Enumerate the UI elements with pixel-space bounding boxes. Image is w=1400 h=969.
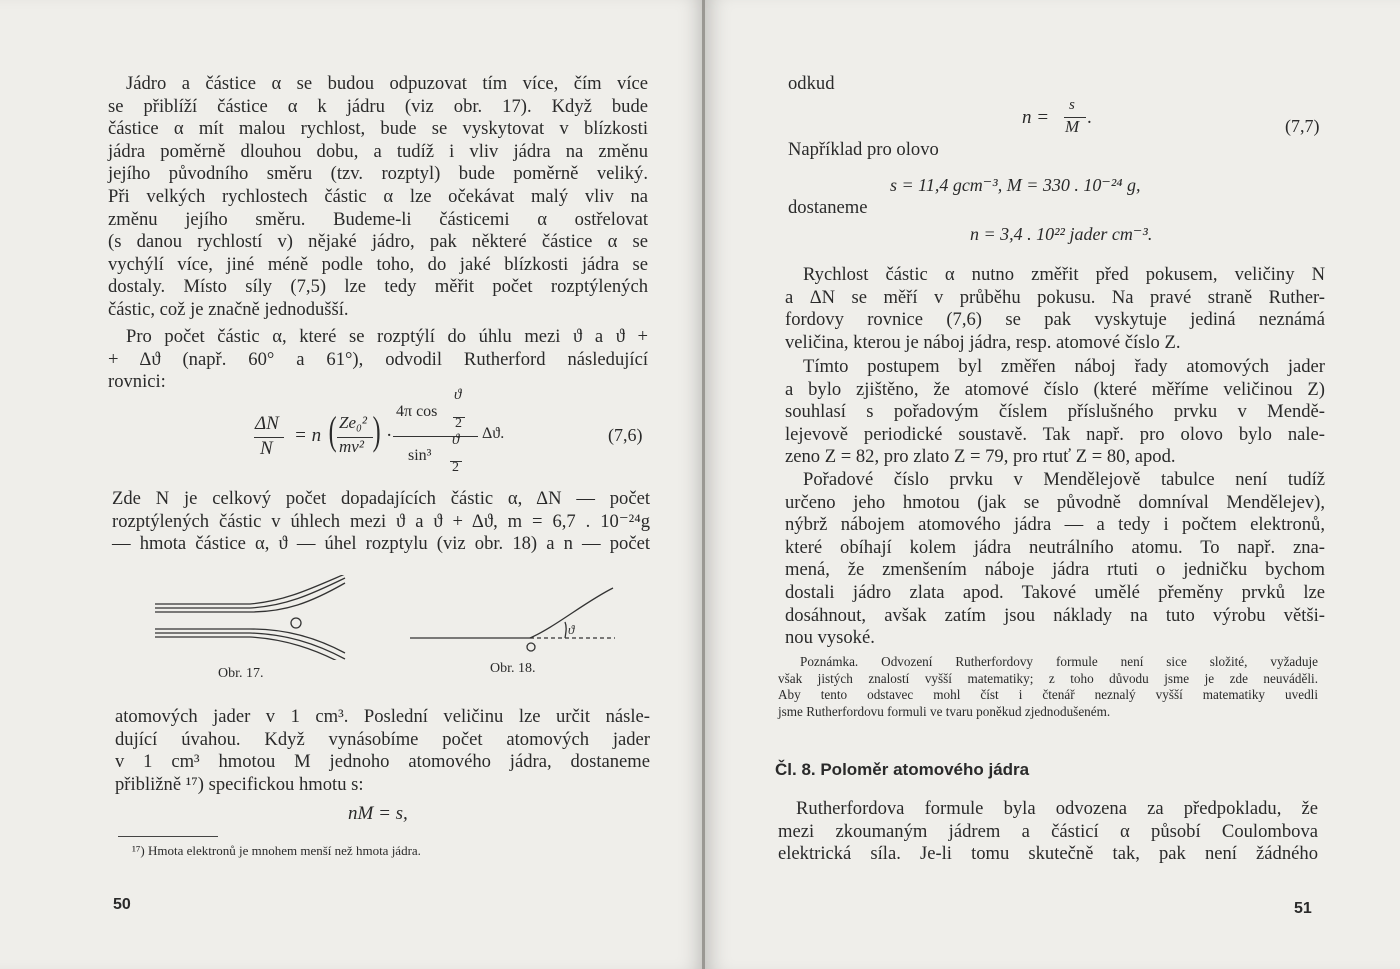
section-heading: Čl. 8. Poloměr atomového jádra bbox=[775, 760, 1030, 779]
right-paragraph-3 bbox=[785, 469, 1325, 650]
eq-open-paren: ( bbox=[328, 408, 337, 453]
text-line: zeno Z = 82, pro zlato Z = 79, pro rtuť Z = 80, apod. bbox=[785, 446, 1176, 468]
eq-theta-top: ϑ bbox=[454, 387, 462, 403]
text-line: atomových jader v 1 cm³. Poslední veličinu lze určit násle- bbox=[115, 706, 650, 727]
text-priklad: Například pro olovo bbox=[788, 139, 939, 160]
text-line: elektrická síla. Je-li tomu skutečně tak, pak není žádného bbox=[778, 843, 1318, 865]
page-number-left: 50 bbox=[113, 896, 131, 913]
text-line: souhlasí s pořadovým číslem příslušného prvku v Mendě- bbox=[785, 401, 1325, 423]
text-line: jsme Rutherfordovu formuli ve tvaru poněkud zjednodušeném. bbox=[778, 703, 1111, 719]
text-line: Rychlost částic α nutno změřit před pokusem, veličiny N bbox=[803, 264, 1325, 285]
eq-paren-denominator: mv² bbox=[339, 437, 364, 456]
text-line: + Δϑ (např. 60° a 61°), odvodil Rutherford následující bbox=[108, 348, 648, 370]
eq-theta-bottom: ϑ bbox=[452, 432, 460, 448]
text-line: mená, že zmenšením náboje jádra rtuti o jedničku bychom bbox=[785, 559, 1325, 581]
text-line: Pro počet částic α, které se rozptýlí do úhlu mezi ϑ a ϑ + bbox=[126, 326, 648, 347]
figure-17 bbox=[150, 575, 350, 660]
left-paragraph-4 bbox=[115, 706, 650, 796]
eq-7-7-tail: . bbox=[1087, 107, 1092, 128]
page-number-right: 51 bbox=[1294, 900, 1312, 917]
text-line: — hmota částice α, ϑ — úhel rozptylu (viz obr. 18) a n — počet bbox=[112, 533, 650, 555]
eq-frac-numerator: 4π cos bbox=[396, 403, 438, 420]
text-line: částic, což je značně jednodušší. bbox=[108, 298, 349, 320]
text-line: nýbrž nábojem atomového jádra — a tedy i počtem elektronů, bbox=[785, 514, 1325, 536]
text-line: Rutherfordova formule byla odvozena za předpokladu, že bbox=[796, 798, 1318, 819]
equation-number: (7,7) bbox=[1285, 116, 1320, 136]
text-line: lejevově periodické soustavě. Tak např. pro olovo bylo nale- bbox=[785, 423, 1325, 445]
text-line: dující úvahou. Když vynásobíme počet atomových jader bbox=[115, 728, 650, 750]
eq-paren-numerator: Ze₀² bbox=[339, 413, 368, 432]
footnote: ¹⁷) Hmota elektronů je mnohem menší než hmota jádra. bbox=[132, 843, 421, 858]
equation-number: (7,6) bbox=[608, 425, 643, 445]
eq-two-top: 2 bbox=[455, 416, 462, 431]
text-line: Poznámka. Odvození Rutherfordovy formule není sice složité, vyžaduje bbox=[800, 654, 1318, 669]
svg-text:ϑ: ϑ bbox=[568, 622, 575, 637]
left-paragraph-3 bbox=[112, 488, 650, 556]
text-line: vychýlí více, jiné méně podle toho, do jaké blízkosti jádra se bbox=[108, 253, 648, 275]
text-line: které obíhají kolem jádra neutrálního atomu. To např. zna- bbox=[785, 536, 1325, 558]
eq-dot: · bbox=[386, 425, 393, 446]
text-line: Zde N je celkový počet dopadajících částic α, ΔN — počet bbox=[112, 488, 650, 509]
text-line: a ΔN se měří v průběhu pokusu. Na pravé straně Ruther- bbox=[785, 286, 1325, 308]
text-line: však jistých znalostí vyšší matematiky; z toho důvodu jsme je zde neuváděli. bbox=[778, 670, 1318, 686]
eq-frac-denominator: sin³ bbox=[408, 447, 432, 464]
eq-7-7-numerator: s bbox=[1069, 97, 1075, 113]
right-paragraph-4 bbox=[778, 798, 1318, 866]
eq-two-bottom: 2 bbox=[452, 460, 459, 475]
eq-lhs-denominator: N bbox=[260, 438, 273, 459]
left-paragraph-2 bbox=[108, 326, 648, 394]
text-line: rovnici: bbox=[108, 371, 166, 393]
equation-nM: nM = s, bbox=[348, 803, 408, 824]
right-paragraph-2 bbox=[785, 356, 1325, 469]
text-line: rozptýlených částic v úhlech mezi ϑ a ϑ + Δϑ, m = 6,7 . 10⁻²⁴g bbox=[112, 510, 650, 532]
eq-7-7-lhs: n = bbox=[1022, 107, 1050, 128]
note-paragraph bbox=[778, 654, 1318, 720]
equation-result: n = 3,4 . 10²² jader cm⁻³. bbox=[970, 224, 1153, 244]
equation-7-7 bbox=[1005, 97, 1335, 147]
text-line: fordovy rovnice (7,6) se pak vyskytuje jediná neznámá bbox=[785, 309, 1325, 331]
text-line: jádra poměrně dlouhou dobu, a tudíž i vliv jádra na změnu bbox=[108, 140, 648, 162]
eq-equals-n: = n bbox=[294, 425, 322, 446]
text-line: částice α mít malou rychlost, bude se vyskytovat v blízkosti bbox=[108, 118, 648, 140]
text-line: se přiblíží částice α k jádru (viz obr. 17). Když bude bbox=[108, 95, 648, 117]
text-line: určeno jeho hmotou (jak se původně domníval Mendělejev), bbox=[785, 491, 1325, 513]
text-line: v 1 cm³ hmotou M jednoho atomového jádra, dostaneme bbox=[115, 751, 650, 773]
eq-close-paren: ) bbox=[372, 408, 381, 453]
right-paragraph-1 bbox=[785, 264, 1325, 354]
left-paragraph-1 bbox=[108, 73, 648, 322]
text-line: Pořadové číslo prvku v Mendělejově tabulce není tudíž bbox=[803, 469, 1325, 490]
text-line: dostali jádro zlata apod. Takové umělé přeměny prvků lze bbox=[785, 581, 1325, 603]
eq-lhs-numerator: ΔN bbox=[255, 413, 279, 434]
text-dostaneme: dostaneme bbox=[788, 197, 868, 218]
text-line: a bylo zjištěno, že atomové číslo (které měříme veličinou Z) bbox=[785, 378, 1325, 400]
text-line: Aby tento odstavec mohl číst i čtenář neznalý vyšší matematiky uvedli bbox=[778, 687, 1318, 703]
right-page bbox=[705, 0, 1400, 969]
eq-7-7-denominator: M bbox=[1065, 117, 1080, 136]
text-line: jejího původního směru (tzv. rozptyl) bude poměrně veliký. bbox=[108, 163, 648, 185]
text-line: dostaly. Místo síly (7,5) lze tedy měřit počet rozptýlených bbox=[108, 276, 648, 298]
text-line: (s danou rychlostí v) nějaké jádro, pak některé částice α se bbox=[108, 231, 648, 253]
figure-17-caption: Obr. 17. bbox=[218, 666, 264, 681]
text-line: Tímto postupem byl změřen náboj řady atomových jader bbox=[803, 356, 1325, 377]
text-odkud: odkud bbox=[788, 73, 835, 94]
text-line: nou vysoké. bbox=[785, 627, 875, 649]
footnote-rule bbox=[118, 836, 218, 837]
figure-18-caption: Obr. 18. bbox=[490, 661, 536, 676]
figure-18 bbox=[405, 582, 625, 662]
equation-7-6 bbox=[240, 385, 660, 480]
equation-olovo: s = 11,4 gcm⁻³, M = 330 . 10⁻²⁴ g, bbox=[890, 175, 1141, 195]
text-line: změnu jejího směru. Budeme-li částicemi α ostřelovat bbox=[108, 208, 648, 230]
text-line: přibližně ¹⁷) specifickou hmotu s: bbox=[115, 773, 364, 795]
eq-tail: Δϑ. bbox=[482, 425, 505, 442]
text-line: Při velkých rychlostech částic α lze očekávat malý vliv na bbox=[108, 185, 648, 207]
text-line: veličina, kterou je náboj jádra, resp. atomové číslo Z. bbox=[785, 331, 1181, 353]
text-line: Jádro a částice α se budou odpuzovat tím více, čím více bbox=[126, 73, 648, 94]
text-line: mezi zkoumaným jádrem a částicí α působí Coulombova bbox=[778, 820, 1318, 842]
text-line: dosáhnout, avšak zatím jsou náklady na tuto výrobu větši- bbox=[785, 604, 1325, 626]
